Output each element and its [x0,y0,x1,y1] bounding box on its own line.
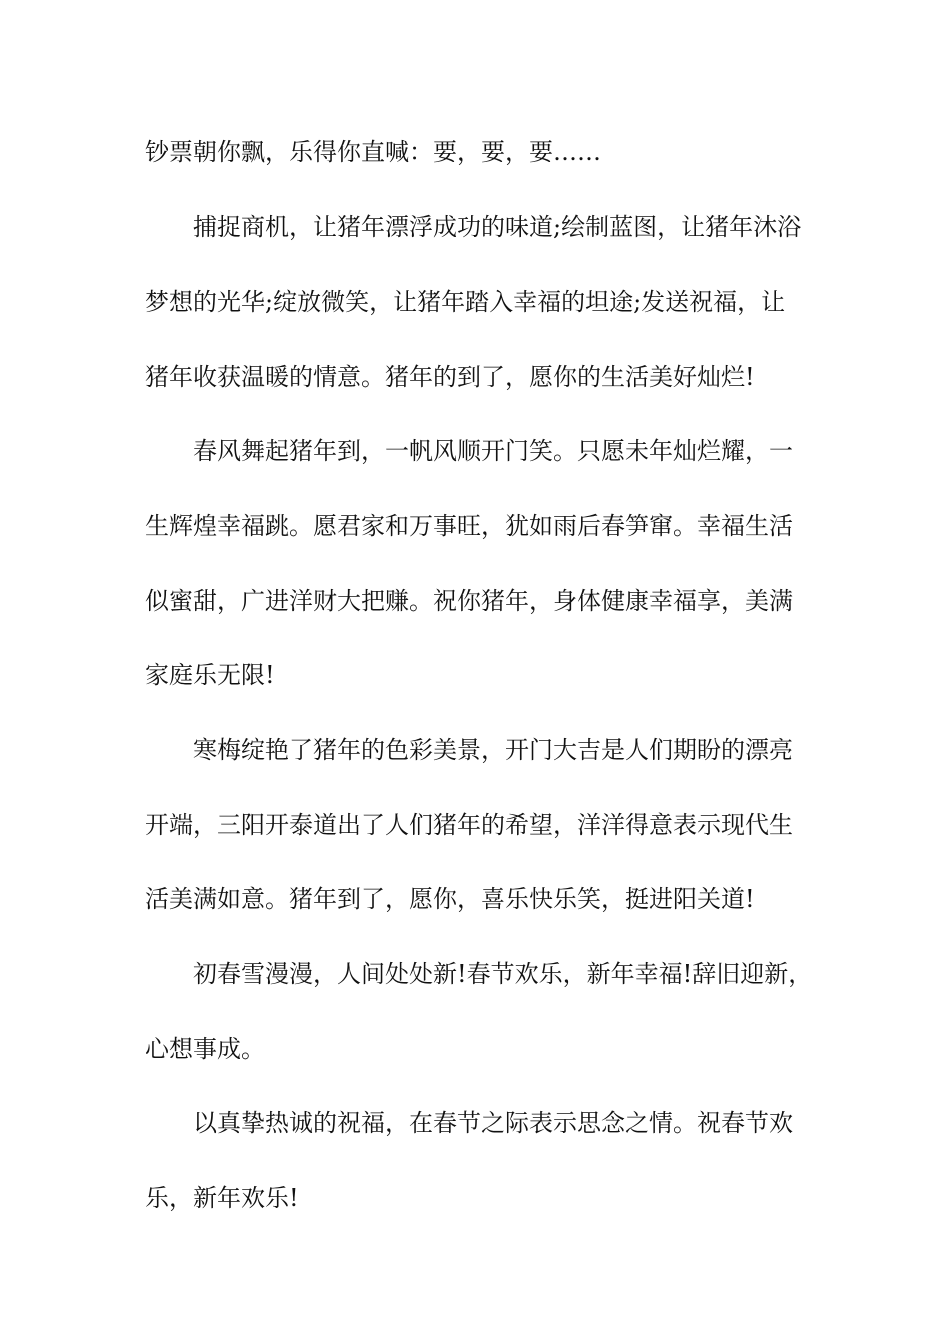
text-line: 乐，新年欢乐! [145,1184,299,1212]
text-line: 钞票朝你飘，乐得你直喊：要，要，要…… [145,138,601,166]
text-line: 活美满如意。猪年到了，愿你，喜乐快乐笑，挺进阳关道! [145,885,755,913]
text-line: 寒梅绽艳了猪年的色彩美景，开门大吉是人们期盼的漂亮 [193,736,793,764]
text-line: 似蜜甜，广进洋财大把赚。祝你猪年，身体健康幸福享，美满 [145,587,793,615]
text-line: 初春雪漫漫，人间处处新!春节欢乐，新年幸福!辞旧迎新， [193,960,813,988]
text-line: 心想事成。 [145,1035,265,1063]
text-line: 春风舞起猪年到，一帆风顺开门笑。只愿未年灿烂耀，一 [193,437,793,465]
text-line: 猪年收获温暖的情意。猪年的到了，愿你的生活美好灿烂! [145,363,755,391]
text-line: 家庭乐无限! [145,661,275,689]
text-line: 开端，三阳开泰道出了人们猪年的希望，洋洋得意表示现代生 [145,811,793,839]
text-line: 生辉煌幸福跳。愿君家和万事旺，犹如雨后春笋窜。幸福生活 [145,512,793,540]
text-line: 以真挚热诚的祝福，在春节之际表示思念之情。祝春节欢 [193,1109,793,1137]
text-line: 捕捉商机，让猪年漂浮成功的味道;绘制蓝图，让猪年沐浴 [193,213,802,241]
text-line: 梦想的光华;绽放微笑，让猪年踏入幸福的坦途;发送祝福，让 [145,288,786,316]
